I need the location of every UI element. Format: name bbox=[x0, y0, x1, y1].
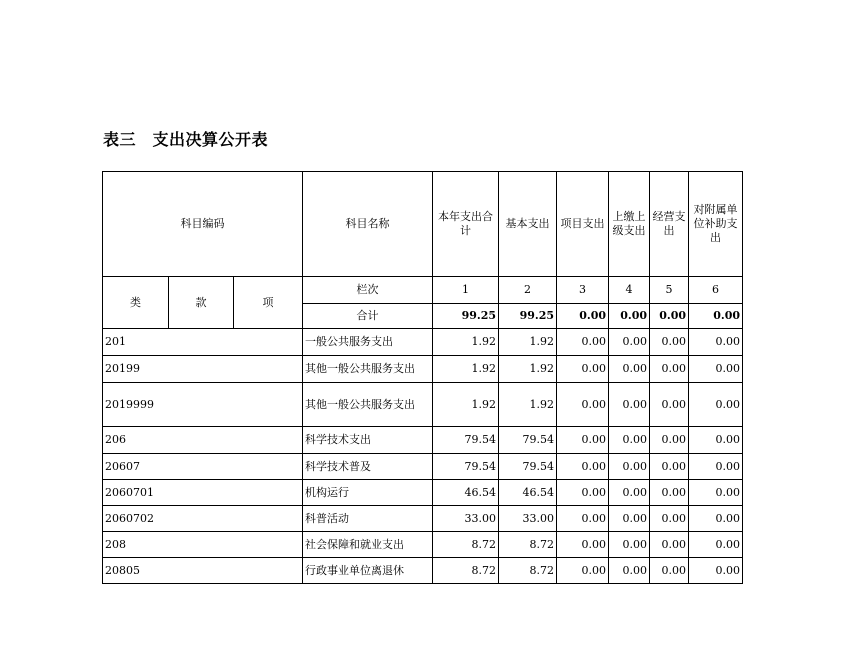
row-code: 2019999 bbox=[103, 383, 303, 427]
row-value: 0.00 bbox=[609, 558, 650, 584]
header-lei: 类 bbox=[103, 277, 169, 329]
row-code: 20607 bbox=[103, 454, 303, 480]
header-name: 科目名称 bbox=[303, 172, 433, 277]
row-name: 其他一般公共服务支出 bbox=[303, 383, 433, 427]
row-value: 0.00 bbox=[689, 532, 743, 558]
row-value: 0.00 bbox=[650, 383, 689, 427]
row-value: 8.72 bbox=[433, 558, 499, 584]
row-value: 0.00 bbox=[689, 383, 743, 427]
table-row bbox=[103, 356, 743, 383]
row-value: 1.92 bbox=[433, 356, 499, 383]
table-row bbox=[103, 427, 743, 454]
row-name: 科学技术支出 bbox=[303, 427, 433, 454]
row-value: 0.00 bbox=[689, 356, 743, 383]
row-value: 0.00 bbox=[557, 506, 609, 532]
lanci-num: 1 bbox=[433, 277, 499, 304]
row-code: 201 bbox=[103, 329, 303, 356]
row-value: 0.00 bbox=[689, 454, 743, 480]
row-value: 79.54 bbox=[433, 427, 499, 454]
page-title: 表三 支出决算公开表 bbox=[103, 130, 269, 149]
row-value: 0.00 bbox=[557, 383, 609, 427]
row-code: 206 bbox=[103, 427, 303, 454]
row-value: 0.00 bbox=[650, 329, 689, 356]
row-name: 一般公共服务支出 bbox=[303, 329, 433, 356]
total-label: 合计 bbox=[303, 304, 433, 329]
header-col-project: 项目支出 bbox=[557, 172, 609, 277]
row-name: 科学技术普及 bbox=[303, 454, 433, 480]
row-value: 0.00 bbox=[689, 506, 743, 532]
row-name: 机构运行 bbox=[303, 480, 433, 506]
header-col-remit: 上缴上级支出 bbox=[609, 172, 650, 277]
table-row bbox=[103, 480, 743, 506]
header-code: 科目编码 bbox=[103, 172, 303, 277]
row-value: 46.54 bbox=[499, 480, 557, 506]
total-value: 0.00 bbox=[609, 304, 650, 329]
table-row bbox=[103, 454, 743, 480]
expenditure-table bbox=[102, 171, 743, 584]
row-name: 其他一般公共服务支出 bbox=[303, 356, 433, 383]
row-value: 0.00 bbox=[557, 329, 609, 356]
row-value: 0.00 bbox=[609, 454, 650, 480]
header-row bbox=[103, 172, 743, 277]
row-value: 0.00 bbox=[557, 427, 609, 454]
row-value: 8.72 bbox=[433, 532, 499, 558]
lanci-label: 栏次 bbox=[303, 277, 433, 304]
table-row bbox=[103, 532, 743, 558]
row-code: 208 bbox=[103, 532, 303, 558]
table-row bbox=[103, 383, 743, 427]
row-value: 46.54 bbox=[433, 480, 499, 506]
table-row bbox=[103, 506, 743, 532]
header-col-operating: 经营支出 bbox=[650, 172, 689, 277]
header-kuan: 款 bbox=[169, 277, 234, 329]
lanci-num: 6 bbox=[689, 277, 743, 304]
row-value: 1.92 bbox=[499, 383, 557, 427]
row-code: 2060701 bbox=[103, 480, 303, 506]
total-value: 0.00 bbox=[689, 304, 743, 329]
row-value: 1.92 bbox=[499, 356, 557, 383]
total-value: 99.25 bbox=[433, 304, 499, 329]
row-value: 0.00 bbox=[689, 329, 743, 356]
row-value: 33.00 bbox=[499, 506, 557, 532]
row-code: 20199 bbox=[103, 356, 303, 383]
row-value: 0.00 bbox=[609, 427, 650, 454]
header-col-subsidy: 对附属单位补助支出 bbox=[689, 172, 743, 277]
row-value: 0.00 bbox=[689, 480, 743, 506]
lanci-num: 4 bbox=[609, 277, 650, 304]
total-value: 0.00 bbox=[650, 304, 689, 329]
row-value: 0.00 bbox=[689, 558, 743, 584]
lanci-num: 3 bbox=[557, 277, 609, 304]
table-row bbox=[103, 329, 743, 356]
row-value: 79.54 bbox=[499, 427, 557, 454]
row-value: 0.00 bbox=[650, 480, 689, 506]
header-col-basic: 基本支出 bbox=[499, 172, 557, 277]
row-value: 0.00 bbox=[557, 356, 609, 383]
lanci-num: 2 bbox=[499, 277, 557, 304]
row-value: 0.00 bbox=[650, 356, 689, 383]
row-value: 79.54 bbox=[433, 454, 499, 480]
row-value: 0.00 bbox=[609, 383, 650, 427]
row-value: 1.92 bbox=[433, 383, 499, 427]
row-value: 0.00 bbox=[650, 427, 689, 454]
row-name: 科普活动 bbox=[303, 506, 433, 532]
row-value: 0.00 bbox=[557, 454, 609, 480]
header-col-total: 本年支出合计 bbox=[433, 172, 499, 277]
row-value: 0.00 bbox=[609, 506, 650, 532]
lanci-num: 5 bbox=[650, 277, 689, 304]
row-value: 8.72 bbox=[499, 532, 557, 558]
row-value: 0.00 bbox=[650, 454, 689, 480]
row-code: 20805 bbox=[103, 558, 303, 584]
row-value: 0.00 bbox=[609, 356, 650, 383]
row-value: 0.00 bbox=[650, 506, 689, 532]
row-value: 8.72 bbox=[499, 558, 557, 584]
row-value: 0.00 bbox=[650, 558, 689, 584]
row-value: 0.00 bbox=[609, 532, 650, 558]
row-value: 0.00 bbox=[557, 532, 609, 558]
row-value: 0.00 bbox=[650, 532, 689, 558]
row-value: 0.00 bbox=[557, 480, 609, 506]
row-value: 0.00 bbox=[609, 329, 650, 356]
row-value: 79.54 bbox=[499, 454, 557, 480]
row-value: 33.00 bbox=[433, 506, 499, 532]
total-value: 0.00 bbox=[557, 304, 609, 329]
row-value: 0.00 bbox=[609, 480, 650, 506]
total-value: 99.25 bbox=[499, 304, 557, 329]
row-code: 2060702 bbox=[103, 506, 303, 532]
row-name: 社会保障和就业支出 bbox=[303, 532, 433, 558]
table-row bbox=[103, 558, 743, 584]
row-value: 1.92 bbox=[499, 329, 557, 356]
row-name: 行政事业单位离退休 bbox=[303, 558, 433, 584]
row-value: 0.00 bbox=[689, 427, 743, 454]
lanci-row bbox=[103, 277, 743, 304]
header-xiang: 项 bbox=[234, 277, 303, 329]
row-value: 0.00 bbox=[557, 558, 609, 584]
row-value: 1.92 bbox=[433, 329, 499, 356]
